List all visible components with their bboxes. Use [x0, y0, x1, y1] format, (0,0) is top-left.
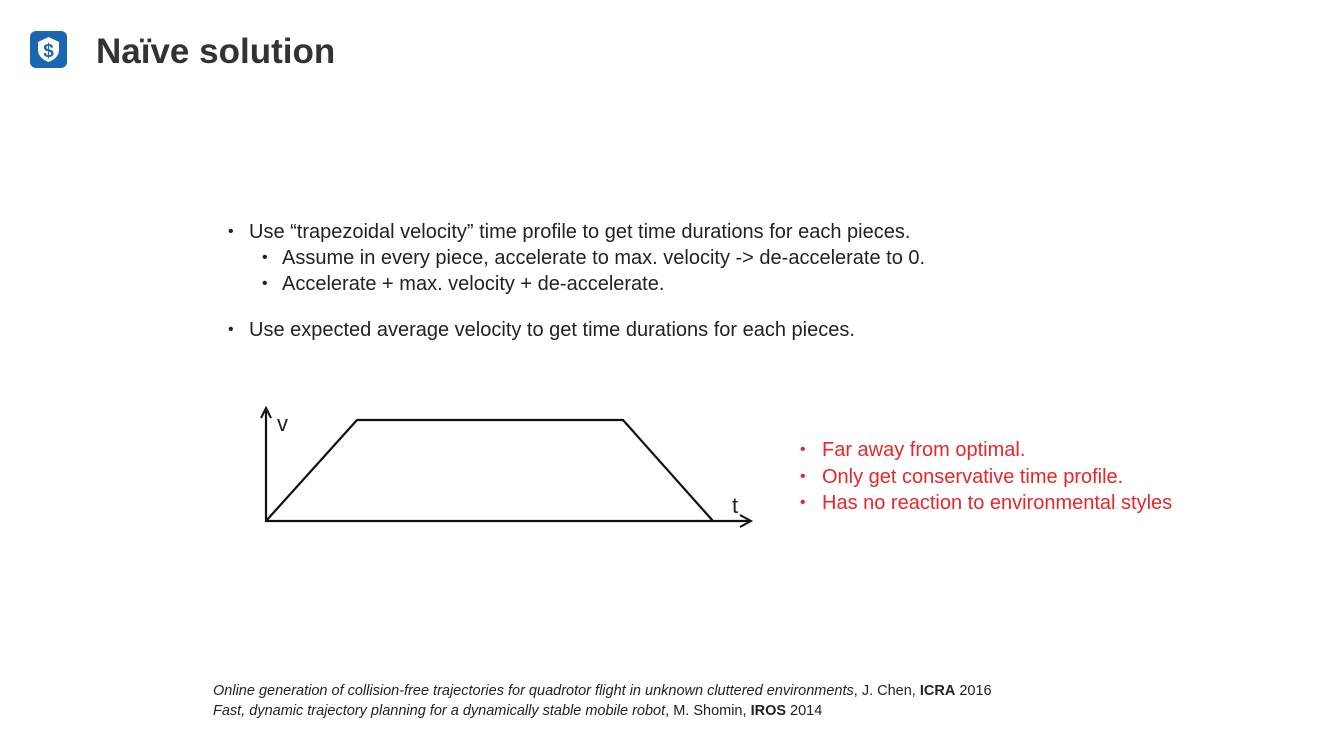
bullet-item: • Use expected average velocity to get time durations for each pieces.	[228, 317, 1128, 343]
references	[213, 681, 992, 721]
reference-title: Online generation of collision-free trajectories for quadrotor flight in unknown cluttered environments	[213, 683, 854, 699]
drawback-item: • Has no reaction to environmental styles	[800, 490, 1172, 517]
dollar-shield-icon	[30, 31, 67, 68]
page-title: Naïve solution	[96, 32, 336, 71]
sub-bullet-item: • Accelerate + max. velocity + de-accelerate.	[228, 271, 1128, 297]
reference-venue: ICRA	[919, 683, 956, 699]
x-axis-label: t	[732, 493, 739, 518]
trapezoidal-velocity-diagram	[250, 395, 770, 535]
reference-author: , J. Chen,	[853, 683, 920, 699]
drawbacks-list	[800, 437, 1172, 517]
reference-author: , M. Shomin,	[665, 703, 751, 719]
logo-icon	[30, 31, 67, 68]
reference-year: 2016	[955, 683, 992, 699]
bullet-item: • Use “trapezoidal velocity” time profile to get time durations for each pieces.	[228, 219, 1128, 245]
y-axis-label: v	[277, 411, 288, 436]
drawback-item: • Far away from optimal.	[800, 437, 1172, 464]
reference-item	[213, 701, 992, 721]
reference-year: 2014	[786, 703, 823, 719]
svg-text:$: $	[43, 41, 54, 62]
reference-title: Fast, dynamic trajectory planning for a dynamically stable mobile robot	[213, 703, 666, 719]
reference-venue: IROS	[750, 703, 787, 719]
drawback-item: • Only get conservative time profile.	[800, 464, 1172, 491]
trapezoid-profile	[266, 420, 713, 521]
reference-item	[213, 681, 992, 701]
bullet-list	[228, 219, 1128, 343]
sub-bullet-item: • Assume in every piece, accelerate to max. velocity -> de-accelerate to 0.	[228, 245, 1128, 271]
